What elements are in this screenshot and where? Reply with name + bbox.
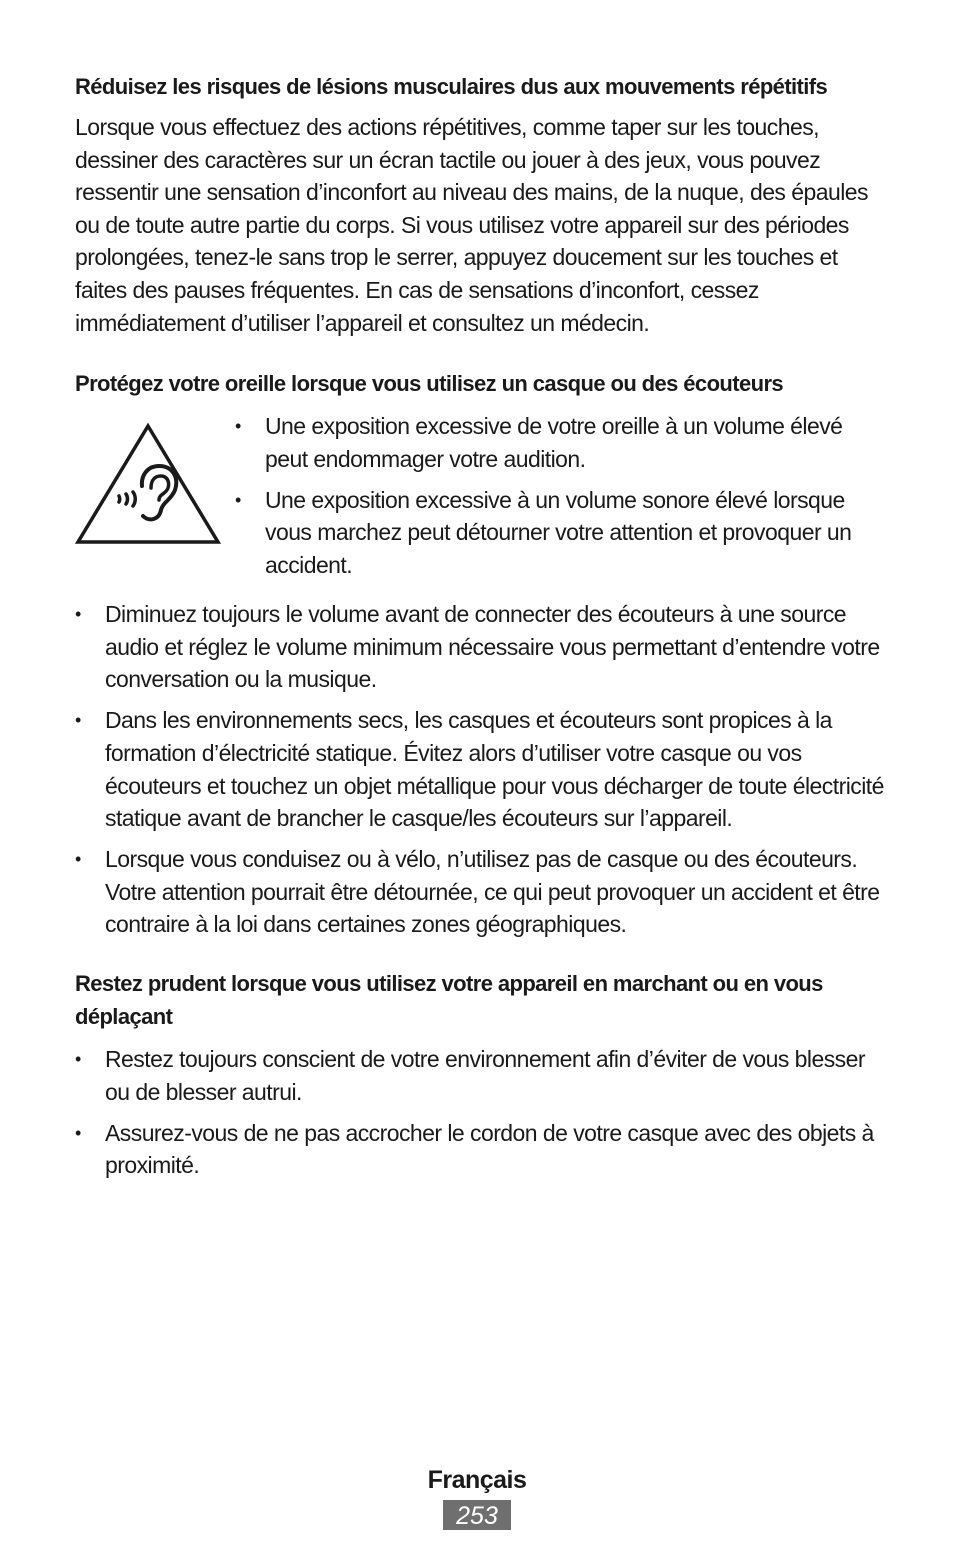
list-item: • Dans les environnements secs, les casques et écouteurs sont propices à la formation d’électricité statique. Évitez alors d’utiliser votre casque ou vos écouteurs et touchez un objet métallique pour vous décharger de toute électricité statique avant de brancher le casque/les écouteurs sur l’appareil.	[75, 704, 885, 834]
bullet-dot: •	[235, 489, 241, 510]
bullet-dot: •	[75, 849, 81, 870]
section-body: Lorsque vous effectuez des actions répétitives, comme taper sur les touches, dessiner des caractères sur un écran tactile ou jouer à des jeux, vous pouvez ressentir une sensation d’inconfort au niveau des mains, de la nuque, des épaules ou de toute autre partie du corps. Si vous utilisez votre appareil sur des périodes prolongées, tenez-le sans trop le serrer, appuyez doucement sur les touches et faites des pauses fréquentes. En cas de sensations d’inconfort, cessez immédiatement d’utiliser l’appareil et consultez un médecin.	[75, 114, 868, 336]
section-hearing-protection	[75, 367, 885, 941]
hearing-bullets	[75, 598, 885, 941]
bullet-dot: •	[235, 416, 241, 437]
list-item: • Restez toujours conscient de votre environnement afin d’éviter de vous blesser ou de blesser autrui.	[75, 1043, 885, 1108]
hearing-warning-list	[235, 410, 885, 590]
page-footer	[0, 1462, 954, 1530]
list-item: • Une exposition excessive de votre oreille à un volume élevé peut endommager votre audition.	[235, 410, 885, 475]
list-item: • Assurez-vous de ne pas accrocher le cordon de votre casque avec des objets à proximité.	[75, 1117, 885, 1182]
section-title: Protégez votre oreille lorsque vous utilisez un casque ou des écouteurs	[75, 371, 784, 397]
hearing-warning-block	[75, 410, 885, 590]
list-item: • Une exposition excessive à un volume sonore élevé lorsque vous marchez peut détourner votre attention et provoquer un accident.	[235, 484, 885, 582]
bullet-dot: •	[75, 1049, 81, 1070]
bullet-dot: •	[75, 710, 81, 731]
hearing-warning-icon	[75, 410, 235, 551]
section-title: Restez prudent lorsque vous utilisez votre appareil en marchant ou en vous déplaçant	[75, 971, 823, 1030]
bullet-dot: •	[75, 604, 81, 625]
list-item: • Lorsque vous conduisez ou à vélo, n’utilisez pas de casque ou des écouteurs. Votre attention pourrait être détournée, ce qui peut provoquer un accident et être contraire à la loi dans certaines zones géographiques.	[75, 843, 885, 941]
section-walking-caution	[75, 967, 885, 1182]
bullet-dot: •	[75, 1122, 81, 1143]
section-title: Réduisez les risques de lésions musculaires dus aux mouvements répétitifs	[75, 74, 828, 99]
page-number: 253	[443, 1500, 511, 1530]
list-item: • Diminuez toujours le volume avant de connecter des écouteurs à une source audio et réglez le volume minimum nécessaire vous permettant d’entendre votre conversation ou la musique.	[75, 598, 885, 696]
walking-bullets	[75, 1043, 885, 1182]
footer-language: Français	[427, 1466, 527, 1494]
page-content	[75, 70, 885, 1210]
section-repetitive-motion	[75, 70, 885, 339]
